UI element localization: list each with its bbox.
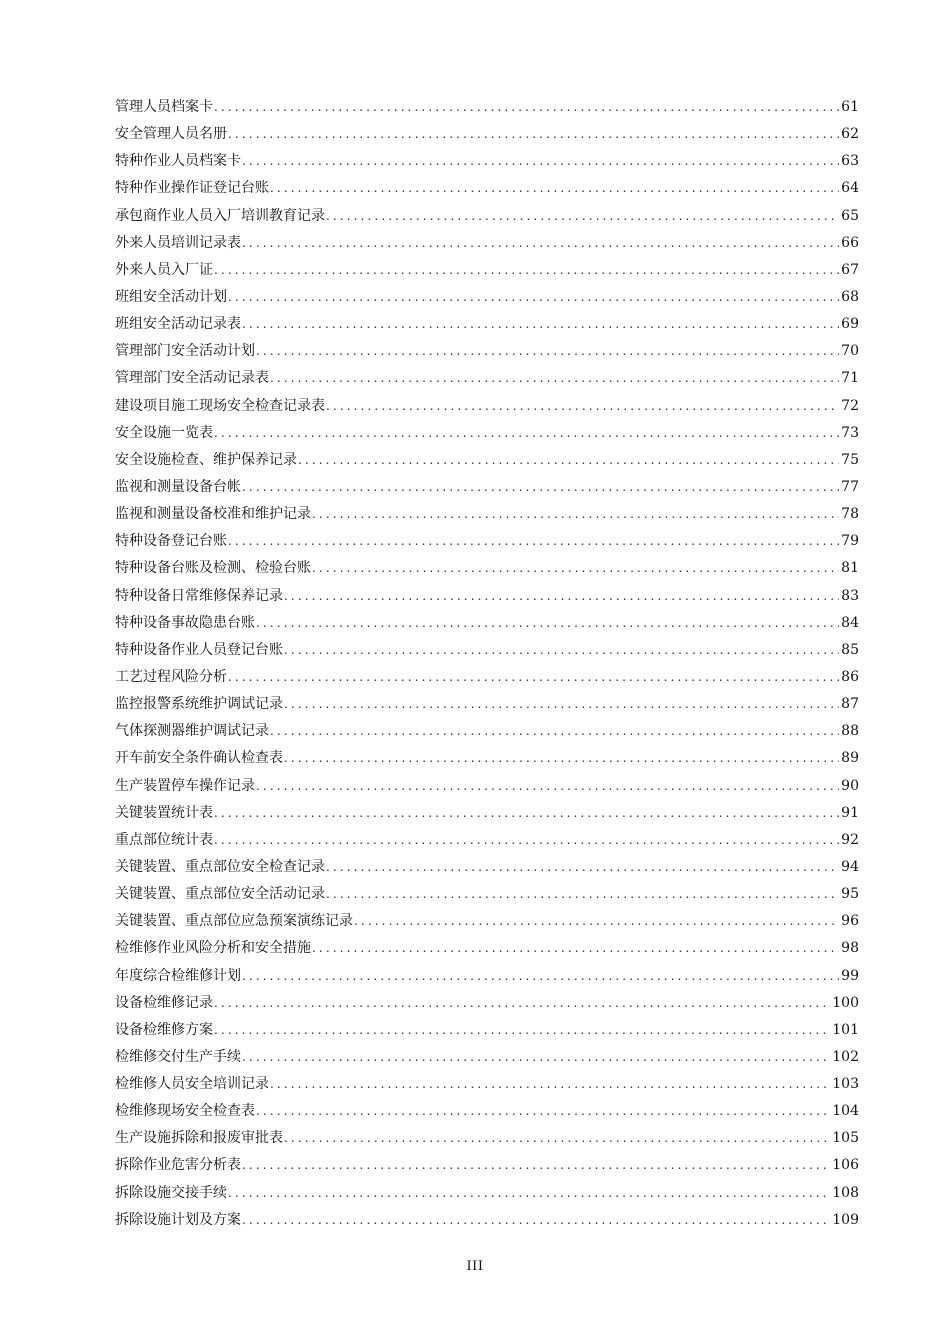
toc-dot-leader	[325, 203, 839, 230]
toc-dot-leader	[241, 230, 839, 257]
toc-dot-leader	[241, 1044, 830, 1071]
toc-entry-title: 特种设备作业人员登记台账	[115, 641, 283, 658]
toc-entry-title: 设备检维修记录	[115, 994, 213, 1011]
toc-entry[interactable]	[115, 311, 859, 338]
toc-entry-title: 生产装置停车操作记录	[115, 777, 255, 794]
toc-dot-leader	[213, 420, 839, 447]
toc-entry[interactable]	[115, 528, 859, 555]
toc-dot-leader	[325, 881, 839, 908]
toc-entry-title: 气体探测器维护调试记录	[115, 723, 269, 740]
toc-entry-title: 关键装置统计表	[115, 804, 213, 821]
toc-entry[interactable]	[115, 745, 859, 772]
toc-entry-page: 73	[841, 424, 859, 441]
toc-entry-title: 检维修人员安全培训记录	[115, 1076, 269, 1093]
toc-dot-leader	[255, 610, 839, 637]
toc-entry[interactable]	[115, 121, 859, 148]
toc-entry-title: 开车前安全条件确认检查表	[115, 750, 283, 767]
toc-entry-page: 65	[841, 207, 859, 224]
toc-entry[interactable]	[115, 691, 859, 718]
toc-dot-leader	[283, 745, 839, 772]
toc-entry-page: 98	[841, 940, 859, 957]
toc-entry-title: 安全设施一览表	[115, 424, 213, 441]
toc-entry-page: 100	[832, 994, 859, 1011]
toc-dot-leader	[283, 1125, 830, 1152]
toc-entry[interactable]	[115, 338, 859, 365]
toc-dot-leader	[227, 664, 839, 691]
toc-entry[interactable]	[115, 501, 859, 528]
toc-entry-title: 关键装置、重点部位安全活动记录	[115, 886, 325, 903]
toc-dot-leader	[213, 257, 839, 284]
toc-entry[interactable]	[115, 854, 859, 881]
toc-entry[interactable]	[115, 718, 859, 745]
toc-dot-leader	[269, 1071, 830, 1098]
toc-entry-title: 年度综合检维修计划	[115, 967, 241, 984]
toc-dot-leader	[227, 528, 839, 555]
toc-entry[interactable]	[115, 257, 859, 284]
toc-dot-leader	[255, 1098, 830, 1125]
toc-entry-page: 105	[832, 1130, 859, 1147]
toc-entry[interactable]	[115, 1098, 859, 1125]
toc-entry-title: 特种设备事故隐患台账	[115, 614, 255, 631]
toc-entry[interactable]	[115, 230, 859, 257]
toc-dot-leader	[311, 935, 839, 962]
toc-entry-title: 特种设备登记台账	[115, 533, 227, 550]
toc-entry-page: 75	[841, 451, 859, 468]
toc-entry[interactable]	[115, 827, 859, 854]
toc-entry-title: 管理部门安全活动记录表	[115, 370, 269, 387]
toc-entry-title: 监控报警系统维护调试记录	[115, 696, 283, 713]
toc-entry-page: 96	[841, 913, 859, 930]
toc-entry-page: 91	[841, 804, 859, 821]
page-number: III	[466, 1259, 484, 1274]
toc-entry-page: 95	[841, 886, 859, 903]
toc-entry[interactable]	[115, 148, 859, 175]
toc-entry[interactable]	[115, 881, 859, 908]
toc-entry-title: 检维修交付生产手续	[115, 1048, 241, 1065]
toc-dot-leader	[227, 1180, 830, 1207]
toc-dot-leader	[311, 555, 839, 582]
toc-entry-page: 81	[841, 560, 859, 577]
toc-entry-page: 101	[832, 1021, 859, 1038]
toc-entry-page: 109	[832, 1211, 859, 1228]
toc-dot-leader	[255, 773, 839, 800]
toc-entry[interactable]	[115, 610, 859, 637]
toc-entry-title: 建设项目施工现场安全检查记录表	[115, 397, 325, 414]
toc-dot-leader	[213, 1017, 830, 1044]
toc-entry[interactable]	[115, 365, 859, 392]
toc-entry-page: 79	[841, 533, 859, 550]
toc-entry[interactable]	[115, 963, 859, 990]
toc-entry[interactable]	[115, 94, 859, 121]
toc-entry-title: 管理部门安全活动计划	[115, 343, 255, 360]
toc-entry-title: 外来人员培训记录表	[115, 234, 241, 251]
toc-entry-page: 86	[841, 668, 859, 685]
toc-entry[interactable]	[115, 1152, 859, 1179]
toc-dot-leader	[213, 827, 839, 854]
toc-entry-page: 94	[841, 858, 859, 875]
toc-dot-leader	[325, 854, 839, 881]
toc-entry[interactable]	[115, 284, 859, 311]
toc-entry[interactable]	[115, 935, 859, 962]
toc-entry-title: 拆除作业危害分析表	[115, 1157, 241, 1174]
toc-entry[interactable]	[115, 1207, 859, 1234]
toc-entry-page: 99	[841, 967, 859, 984]
toc-entry[interactable]	[115, 555, 859, 582]
toc-entry[interactable]	[115, 664, 859, 691]
toc-dot-leader	[269, 175, 839, 202]
toc-entry[interactable]	[115, 990, 859, 1017]
toc-entry[interactable]	[115, 773, 859, 800]
toc-entry-title: 班组安全活动记录表	[115, 316, 241, 333]
toc-entry-title: 安全设施检查、维护保养记录	[115, 451, 297, 468]
toc-dot-leader	[213, 800, 839, 827]
toc-dot-leader	[241, 474, 839, 501]
toc-entry-page: 70	[841, 343, 859, 360]
toc-dot-leader	[311, 501, 839, 528]
toc-entry-title: 关键装置、重点部位应急预案演练记录	[115, 913, 353, 930]
toc-entry[interactable]	[115, 583, 859, 610]
toc-entry-page: 77	[841, 478, 859, 495]
toc-entry-title: 承包商作业人员入厂培训教育记录	[115, 207, 325, 224]
toc-entry[interactable]	[115, 1071, 859, 1098]
toc-entry-title: 生产设施拆除和报废审批表	[115, 1130, 283, 1147]
toc-entry[interactable]	[115, 420, 859, 447]
toc-entry-title: 工艺过程风险分析	[115, 668, 227, 685]
toc-entry[interactable]	[115, 800, 859, 827]
toc-entry-title: 外来人员入厂证	[115, 261, 213, 278]
toc-dot-leader	[241, 1152, 830, 1179]
toc-dot-leader	[213, 990, 830, 1017]
toc-entry-page: 66	[841, 234, 859, 251]
toc-entry-title: 检维修现场安全检查表	[115, 1103, 255, 1120]
toc-entry-title: 关键装置、重点部位安全检查记录	[115, 858, 325, 875]
toc-entry[interactable]	[115, 1044, 859, 1071]
toc-entry-title: 班组安全活动计划	[115, 288, 227, 305]
toc-entry-title: 设备检维修方案	[115, 1021, 213, 1038]
toc-entry[interactable]	[115, 908, 859, 935]
toc-dot-leader	[241, 1207, 830, 1234]
toc-entry-page: 106	[832, 1157, 859, 1174]
toc-dot-leader	[213, 94, 839, 121]
toc-dot-leader	[227, 121, 839, 148]
toc-dot-leader	[241, 148, 839, 175]
toc-entry-page: 85	[841, 641, 859, 658]
toc-entry-page: 64	[841, 180, 859, 197]
toc-entry-page: 84	[841, 614, 859, 631]
toc-entry-page: 69	[841, 316, 859, 333]
toc-entry[interactable]	[115, 393, 859, 420]
toc-entry-page: 89	[841, 750, 859, 767]
toc-entry-page: 72	[841, 397, 859, 414]
toc-dot-leader	[297, 447, 839, 474]
toc-entry-page: 102	[832, 1048, 859, 1065]
toc-entry-page: 104	[832, 1103, 859, 1120]
toc-entry-title: 拆除设施交接手续	[115, 1184, 227, 1201]
toc-entry-page: 108	[832, 1184, 859, 1201]
toc-entry-page: 78	[841, 506, 859, 523]
toc-entry[interactable]	[115, 1180, 859, 1207]
toc-entry-page: 68	[841, 288, 859, 305]
toc-entry[interactable]	[115, 175, 859, 202]
toc-entry-page: 103	[832, 1076, 859, 1093]
toc-entry-title: 重点部位统计表	[115, 831, 213, 848]
toc-entry[interactable]	[115, 447, 859, 474]
table-of-contents	[115, 94, 859, 1234]
toc-dot-leader	[283, 691, 839, 718]
toc-dot-leader	[255, 338, 839, 365]
toc-entry-page: 62	[841, 126, 859, 143]
toc-entry-page: 87	[841, 696, 859, 713]
toc-dot-leader	[269, 718, 839, 745]
toc-entry-title: 管理人员档案卡	[115, 99, 213, 115]
toc-entry-title: 特种设备台账及检测、检验台账	[115, 560, 311, 577]
toc-dot-leader	[283, 583, 839, 610]
toc-dot-leader	[227, 284, 839, 311]
toc-entry[interactable]	[115, 1017, 859, 1044]
toc-entry-page: 67	[841, 261, 859, 278]
toc-entry[interactable]	[115, 1125, 859, 1152]
toc-entry-title: 检维修作业风险分析和安全措施	[115, 940, 311, 957]
toc-dot-leader	[353, 908, 839, 935]
toc-dot-leader	[283, 637, 839, 664]
toc-entry-page: 61	[841, 99, 859, 115]
toc-entry-title: 特种作业人员档案卡	[115, 153, 241, 170]
toc-dot-leader	[325, 393, 839, 420]
toc-entry[interactable]	[115, 637, 859, 664]
toc-dot-leader	[241, 311, 839, 338]
toc-entry-title: 监视和测量设备台帐	[115, 478, 241, 495]
toc-entry-title: 拆除设施计划及方案	[115, 1211, 241, 1228]
toc-entry-page: 83	[841, 587, 859, 604]
toc-entry-page: 63	[841, 153, 859, 170]
toc-dot-leader	[269, 365, 839, 392]
toc-entry[interactable]	[115, 203, 859, 230]
toc-entry-page: 88	[841, 723, 859, 740]
toc-entry-title: 特种作业操作证登记台账	[115, 180, 269, 197]
toc-entry[interactable]	[115, 474, 859, 501]
toc-entry-title: 监视和测量设备校准和维护记录	[115, 506, 311, 523]
toc-entry-page: 71	[841, 370, 859, 387]
toc-entry-page: 92	[841, 831, 859, 848]
toc-dot-leader	[241, 963, 839, 990]
toc-entry-title: 特种设备日常维修保养记录	[115, 587, 283, 604]
toc-entry-page: 90	[841, 777, 859, 794]
toc-entry-title: 安全管理人员名册	[115, 126, 227, 143]
